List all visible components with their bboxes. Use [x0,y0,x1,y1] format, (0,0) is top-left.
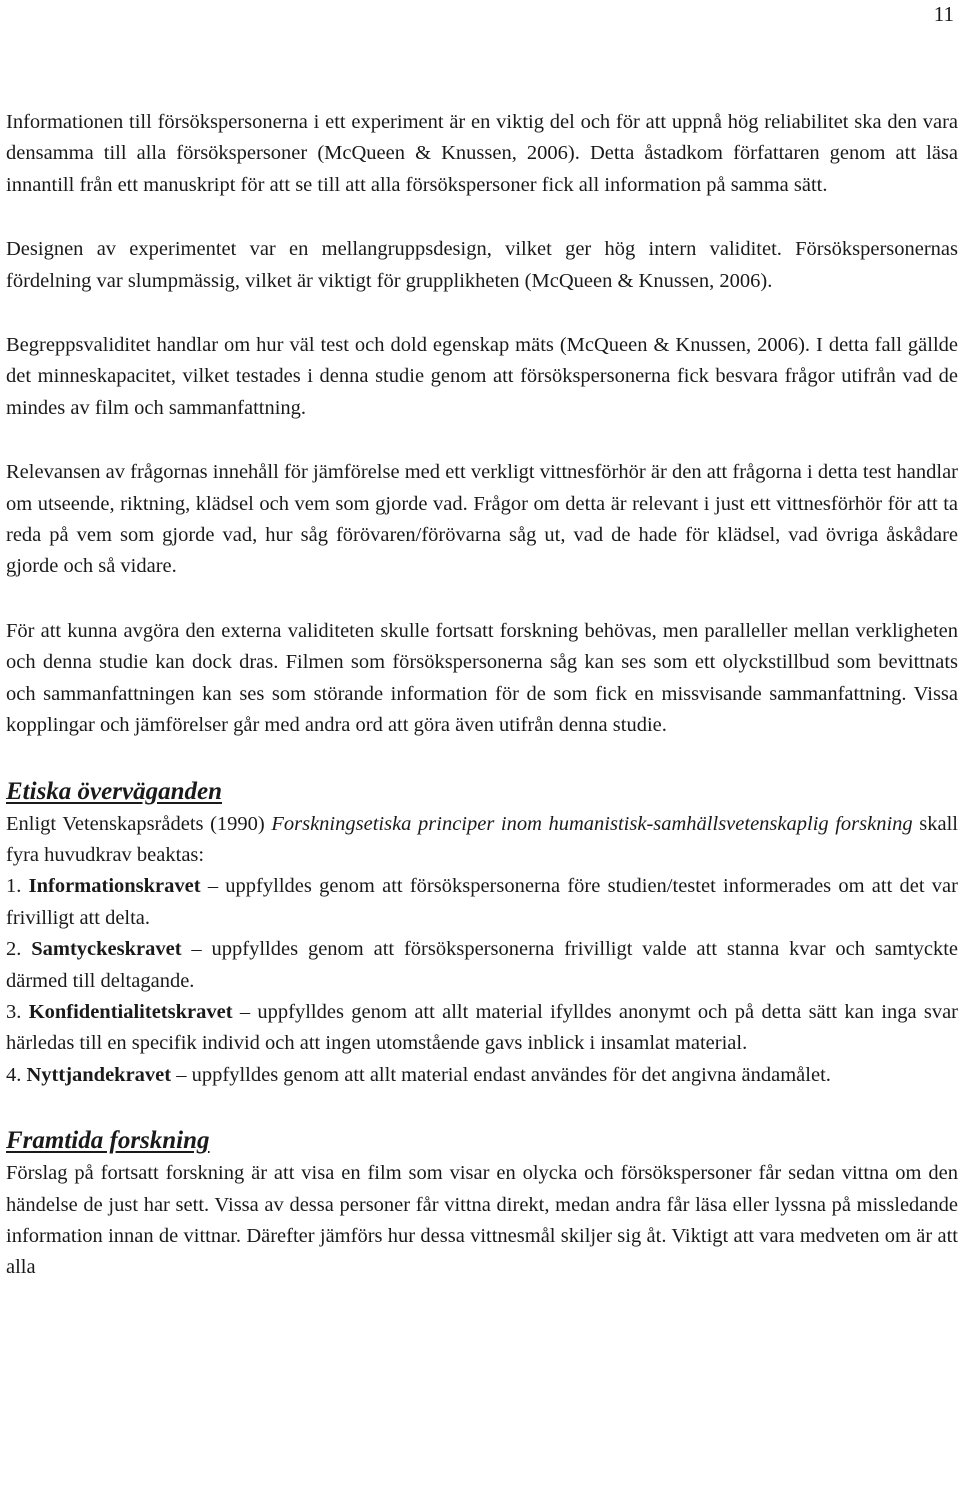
ethics-item-number: 4. [6,1063,27,1086]
ethics-item-text: – uppfylldes genom att allt material ifylldes anonymt och på detta sätt kan inga svar härledas till en specifik individ och att ingen utomstående gavs inblick i insamlat material. [6,1000,959,1055]
paragraph-design: Designen av experimentet var en mellangruppsdesign, vilket ger hög intern validitet. Försökspersonernas fördelning var slumpmässig, vilket är viktigt för grupplikheten (McQueen & Knussen, 2006). [6,238,958,292]
ethics-item [6,997,958,1060]
document-body [6,107,958,1284]
ethics-item [6,1060,958,1091]
page-number: 11 [933,2,954,26]
ethics-item-number: 3. [6,1000,29,1023]
ethics-intro-title: Forskningsetiska principer inom humanistisk-samhällsvetenskaplig forskning [271,812,913,835]
ethics-intro-suffix: skall fyra huvudkrav beaktas: [6,812,958,866]
ethics-item-text: – uppfylldes genom att försökspersonerna före studien/testet informerades om att det var frivilligt att delta. [6,875,958,929]
paragraph-external-validity: För att kunna avgöra den externa validiteten skulle fortsatt forskning behövas, men paralleller mellan verkligheten och denna studie kan dock dras. Filmen som försökspersonerna såg kan ses som ett olyckstillbud som bevittnats och sammanfattningen kan ses som störande information för de som fick en missvisande sammanfattning. Vissa kopplingar och jämförelser går med andra ord att göra även utifrån denna studie. [6,619,958,737]
ethics-intro [6,809,958,872]
paragraph-instructions: Informationen till försökspersonerna i ett experiment är en viktig del och för att uppnå hög reliabilitet ska den vara densamma till alla försökspersoner (McQueen & Knussen, 2006). Detta åstadkom författaren genom att läsa innantill från ett manuskript för att se till att alla försökspersoner fick all information på samma sätt. [6,111,958,196]
ethics-item [6,934,958,997]
ethics-item-text: – uppfylldes genom att allt material endast användes för det angivna ändamålet. [171,1063,831,1086]
ethics-item-text: – uppfylldes genom att försökspersonerna frivilligt valde att stanna kvar och samtyckte därmed till deltagande. [6,938,959,992]
heading-ethics: Etiska överväganden [6,777,222,805]
ethics-item-term: Samtyckeskravet [31,938,182,961]
paragraph-future-research: Förslag på fortsatt forskning är att visa en film som visar en olycka och försökspersoner får sedan vittna om den händelse de just har sett. Vissa av dessa personer får vittna direkt, medan andra får läsa eller lyssna på missledande information innan de vittnar. Därefter jämförs hur dessa vittnesmål skiljer sig åt. Viktigt att vara medveten om är att alla [6,1162,958,1279]
ethics-item-number: 1. [6,875,29,898]
paragraph-construct-validity: Begreppsvaliditet handlar om hur väl test och dold egenskap mäts (McQueen & Knussen, 2006). I detta fall gällde det minneskapacitet, vilket testades i denna studie genom att försökspersonerna fick besvara frågor utifrån vad de mindes av film och sammanfattning. [6,334,958,419]
heading-future-research: Framtida forskning [6,1127,210,1155]
ethics-intro-prefix: Enligt Vetenskapsrådets (1990) [6,812,272,835]
paragraph-relevance: Relevansen av frågornas innehåll för jämförelse med ett verkligt vittnesförhör är den att frågorna i detta test handlar om utseende, riktning, klädsel och vem som gjorde vad. Frågor om detta är relevant i just ett vittnesförhör för att ta reda på vem som gjorde vad, hur såg förövaren/förövarna såg ut, vad de hade för klädsel, vad övriga åskådare gjorde och så vidare. [6,461,958,578]
ethics-item-term: Konfidentialitetskravet [28,1000,233,1023]
ethics-item-number: 2. [6,938,32,961]
ethics-item-term: Nyttjandekravet [26,1063,172,1086]
ethics-item-term: Informationskravet [28,875,201,898]
ethics-item [6,871,958,934]
